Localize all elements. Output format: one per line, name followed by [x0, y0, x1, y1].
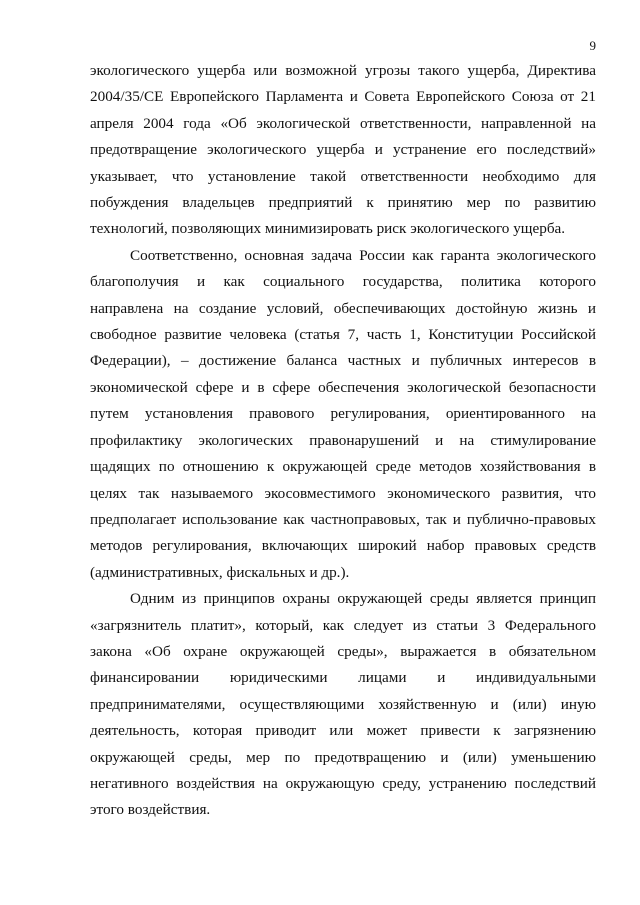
text-line: профилактику экологических правонарушений и на стимулирование: [90, 431, 596, 449]
text-line: 2004/35/CE Европейского Парламента и Совета Европейского Союза от 21: [90, 88, 596, 106]
text-line: (административных, фискальных и др.).: [90, 563, 350, 581]
page-number: 9: [589, 38, 596, 53]
text-line: свободное развитие человека (статья 7, часть 1, Конституции Российской: [90, 326, 596, 344]
text-line: указывает, что установление такой ответственности необходимо для: [90, 167, 596, 185]
text-line: Соответственно, основная задача России как гаранта экологического: [130, 246, 596, 264]
paragraph-2: [90, 243, 596, 586]
text-line: «загрязнитель платит», который, как следует из статьи 3 Федерального: [90, 616, 596, 634]
text-line: деятельность, которая приводит или может привести к загрязнению: [90, 722, 596, 740]
text-line: предотвращение экологического ущерба и устранение его последствий»: [90, 141, 596, 159]
text-line: апреля 2004 года «Об экологической ответственности, направленной на: [90, 114, 596, 132]
text-line: благополучия и как социального государства, политика которого: [90, 273, 596, 291]
text-line: предпринимателями, осуществляющими хозяйственную и (или) иную: [90, 695, 596, 713]
text-line: финансировании юридическими лицами и индивидуальными: [90, 669, 596, 687]
text-line: экономической сфере и в сфере обеспечения экологической безопасности: [90, 378, 596, 396]
text-line: технологий, позволяющих минимизировать риск экологического ущерба.: [90, 220, 566, 238]
text-line: методов регулирования, включающих широкий набор правовых средств: [90, 537, 596, 555]
text-line: Федерации), – достижение баланса частных и публичных интересов в: [90, 352, 596, 370]
text-line: целях так называемого экосовместимого экономического развития, что: [90, 484, 596, 502]
text-line: путем установления правового регулирования, ориентированного на: [90, 405, 596, 423]
text-line: предполагает использование как частноправовых, так и публично-правовых: [90, 510, 596, 528]
text-line: негативного воздействия на окружающую среду, устранению последствий: [90, 774, 596, 792]
text-line: щадящих по отношению к окружающей среде методов хозяйствования в: [90, 458, 596, 476]
document-body: [90, 58, 596, 824]
paragraph-1: [90, 58, 596, 243]
text-line: Одним из принципов охраны окружающей среды является принцип: [130, 590, 596, 608]
text-line: закона «Об охране окружающей среды», выражается в обязательном: [90, 642, 596, 660]
text-line: побуждения владельцев предприятий к принятию мер по развитию: [90, 194, 596, 212]
text-line: направлена на создание условий, обеспечивающих достойную жизнь и: [90, 299, 596, 317]
text-line: этого воздействия.: [90, 801, 211, 819]
text-line: экологического ущерба или возможной угрозы такого ущерба, Директива: [90, 62, 596, 79]
text-line: окружающей среды, мер по предотвращению и (или) уменьшению: [90, 748, 596, 766]
paragraph-3: [90, 586, 596, 824]
